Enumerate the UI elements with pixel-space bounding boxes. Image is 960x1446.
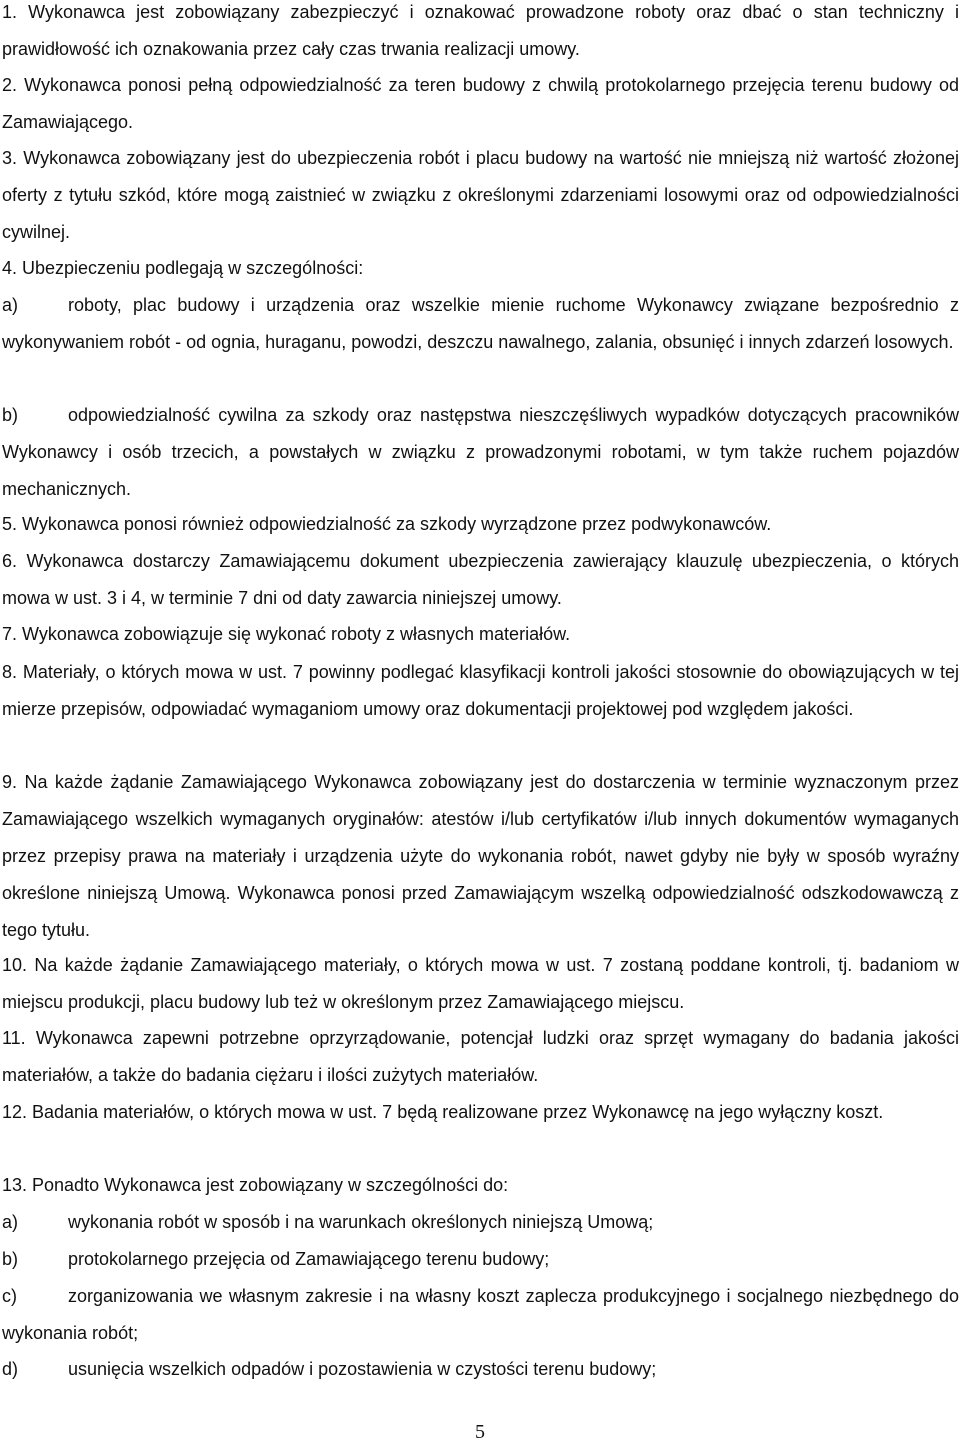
- list-item-13a: [2, 1204, 959, 1241]
- list-item-label: c): [2, 1286, 17, 1306]
- list-item-label: d): [2, 1359, 19, 1379]
- paragraph-3: 3. Wykonawca zobowiązany jest do ubezpieczenia robót i placu budowy na wartość nie mniejszą niż wartość złożonej oferty z tytułu szkód, które mogą zaistnieć w związku z określonymi zdarzeniami losowymi oraz od odpowiedzialności cywilnej.: [2, 148, 959, 242]
- list-item-4a: [2, 287, 959, 361]
- list-item-text: zorganizowania we własnym zakresie i na własny koszt zaplecza produkcyjnego i socjalnego niezbędnego do wykonania robót;: [2, 1286, 959, 1343]
- paragraph-11: 11. Wykonawca zapewni potrzebne oprzyrządowanie, potencjał ludzki oraz sprzęt wymagany do badania jakości materiałów, a także do badania ciężaru i ilości zużytych materiałów.: [2, 1028, 959, 1085]
- list-item-label: b): [2, 405, 19, 425]
- paragraph-12: 12. Badania materiałów, o których mowa w ust. 7 będą realizowane przez Wykonawcę na jego wyłączny koszt.: [2, 1102, 884, 1122]
- paragraph-10: 10. Na każde żądanie Zamawiającego materiały, o których mowa w ust. 7 zostaną poddane kontroli, tj. badaniom w miejscu produkcji, placu budowy lub też w określonym przez Zamawiającego miejscu.: [2, 955, 959, 1012]
- page-number: 5: [475, 1421, 485, 1443]
- list-item-label: b): [2, 1249, 19, 1269]
- paragraph-4: 4. Ubezpieczeniu podlegają w szczególności:: [2, 258, 364, 278]
- paragraph-9: 9. Na każde żądanie Zamawiającego Wykonawca zobowiązany jest do dostarczenia w terminie wyznaczonym przez Zamawiającego wszelkich wymaganych oryginałów: atestów i/lub certyfikatów i/lub innych dokumentów wymaganych przez przepisy prawa na materiały i urządzenia użyte do wykonania robót, nawet gdyby nie były w sposób wyraźny określone niniejszą Umową. Wykonawca ponosi przed Zamawiającym wszelką odpowiedzialność odszkodowawczą z tego tytułu.: [2, 772, 959, 940]
- paragraph-5: 5. Wykonawca ponosi również odpowiedzialność za szkody wyrządzone przez podwykonawców.: [2, 514, 772, 534]
- list-item-text: wykonania robót w sposób i na warunkach określonych niniejszą Umową;: [68, 1212, 654, 1232]
- list-item-label: a): [2, 295, 19, 315]
- paragraph-7: 7. Wykonawca zobowiązuje się wykonać roboty z własnych materiałów.: [2, 624, 571, 644]
- list-item-text: protokolarnego przejęcia od Zamawiającego terenu budowy;: [68, 1249, 550, 1269]
- paragraph-1: 1. Wykonawca jest zobowiązany zabezpieczyć i oznakować prowadzone roboty oraz dbać o stan techniczny i prawidłowość ich oznakowania przez cały czas trwania realizacji umowy.: [2, 2, 959, 59]
- list-item-label: a): [2, 1212, 19, 1232]
- paragraph-2: 2. Wykonawca ponosi pełną odpowiedzialność za teren budowy z chwilą protokolarnego przejęcia terenu budowy od Zamawiającego.: [2, 75, 959, 132]
- list-item-13d: [2, 1351, 959, 1388]
- paragraph-13: 13. Ponadto Wykonawca jest zobowiązany w szczególności do:: [2, 1175, 509, 1195]
- list-item-13c: [2, 1278, 959, 1352]
- list-item-text: odpowiedzialność cywilna za szkody oraz następstwa nieszczęśliwych wypadków dotyczących pracowników Wykonawcy i osób trzecich, a powstałych w związku z prowadzonymi robotami, w tym także ruchem pojazdów mechanicznych.: [2, 405, 959, 499]
- list-item-13b: [2, 1241, 959, 1278]
- list-item-text: roboty, plac budowy i urządzenia oraz wszelkie mienie ruchome Wykonawcy związane bezpośrednio z wykonywaniem robót - od ognia, huraganu, powodzi, deszczu nawalnego, zalania, obsunięć i innych zdarzeń losowych.: [2, 295, 959, 352]
- list-item-4b: [2, 397, 959, 508]
- list-item-text: usunięcia wszelkich odpadów i pozostawienia w czystości terenu budowy;: [68, 1359, 657, 1379]
- paragraph-8: 8. Materiały, o których mowa w ust. 7 powinny podlegać klasyfikacji kontroli jakości stosownie do obowiązujących w tej mierze przepisów, odpowiadać wymaganiom umowy oraz dokumentacji projektowej pod względem jakości.: [2, 662, 959, 719]
- paragraph-6: 6. Wykonawca dostarczy Zamawiającemu dokument ubezpieczenia zawierający klauzulę ubezpieczenia, o których mowa w ust. 3 i 4, w terminie 7 dni od daty zawarcia niniejszej umowy.: [2, 551, 959, 608]
